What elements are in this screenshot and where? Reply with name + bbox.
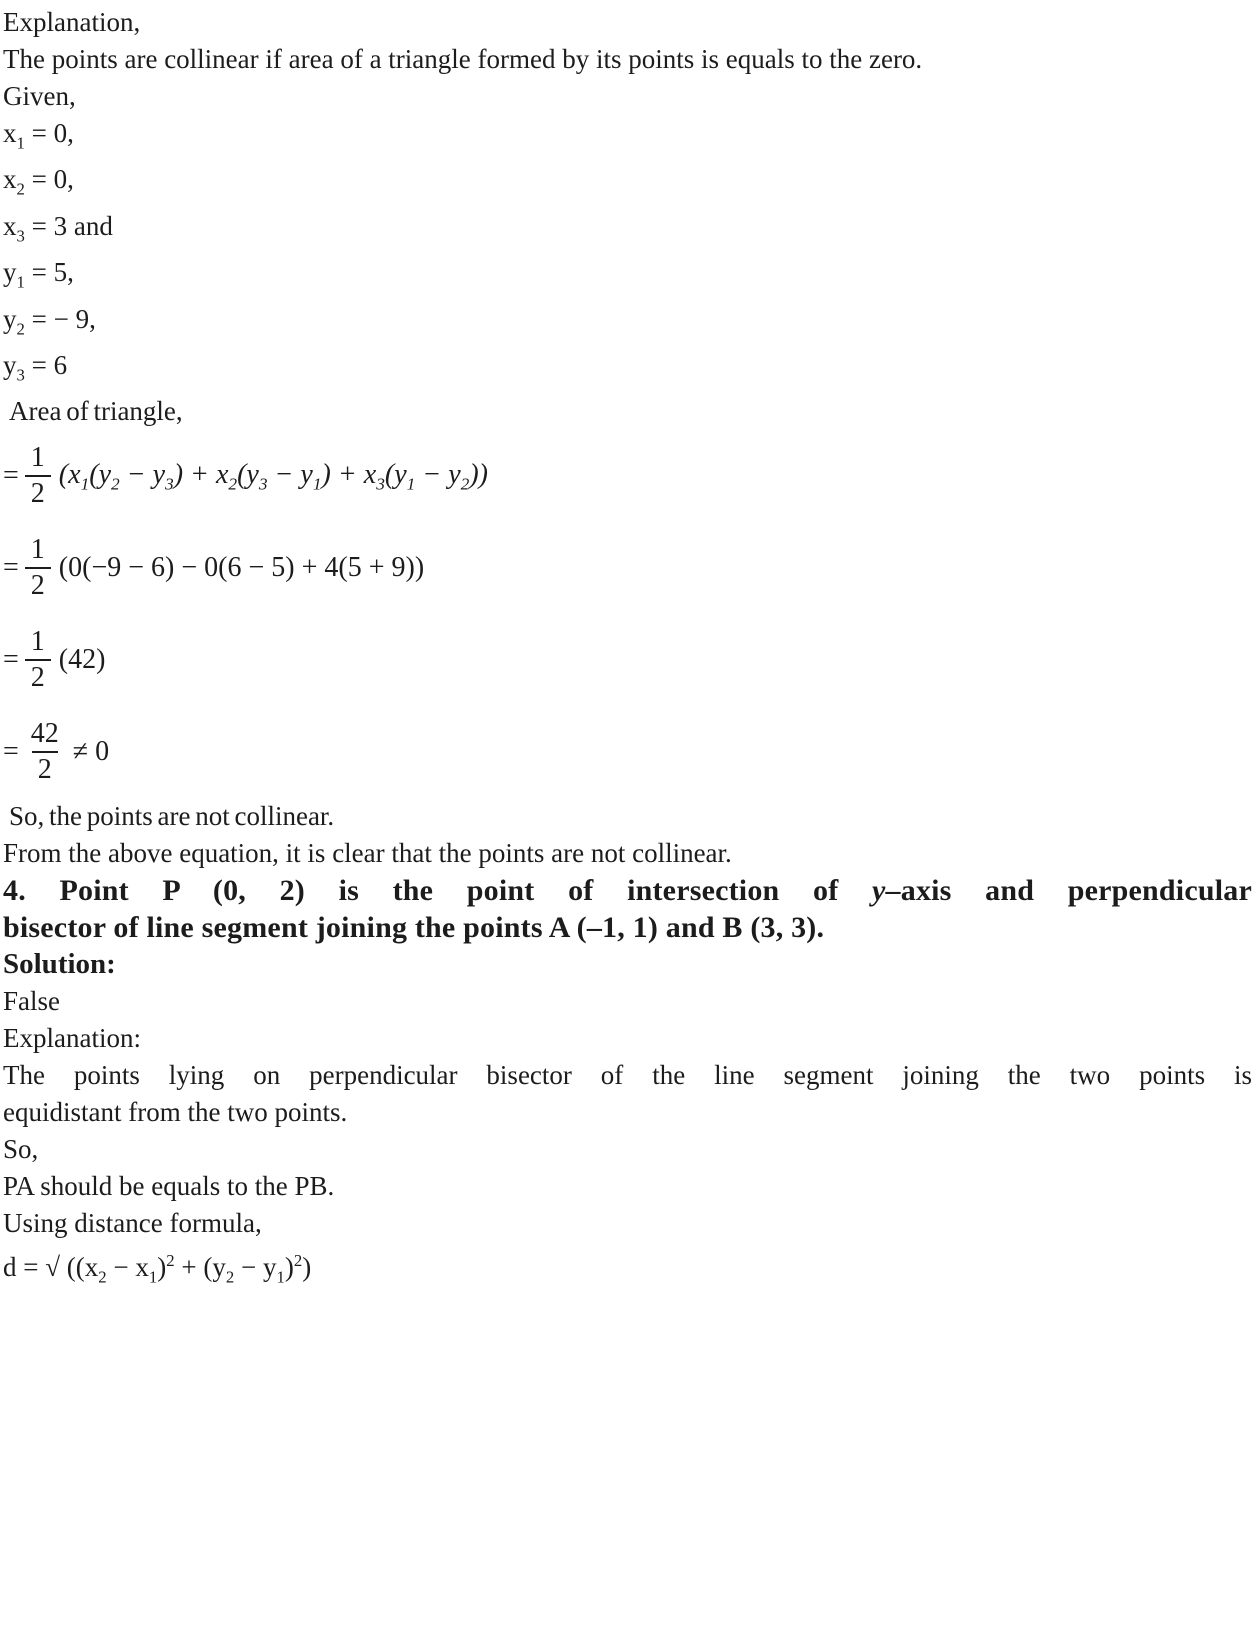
equation-expression: (0(−9 − 6) − 0(6 − 5) + 4(5 + 9)) — [58, 552, 425, 584]
given-x1: $x_1 = 0$, — [3, 118, 74, 153]
explanation2-line1: The points lying on perpendicular bisector of the line segment joining the two points is — [3, 1060, 1252, 1091]
conclusion-text: So, the points are not collinear. — [9, 801, 335, 832]
equals-sign: = — [3, 736, 19, 768]
equation-area-formula — [3, 430, 1252, 522]
pa-pb-text: PA should be equals to the PB. — [3, 1171, 335, 1202]
fraction — [25, 626, 51, 694]
answer-text: False — [3, 986, 60, 1017]
question-heading-line2: bisector of line segment joining the points A (–1, 1) and B (3, 3). — [3, 911, 825, 945]
fraction — [25, 534, 51, 602]
explanation-text: The points are collinear if area of a triangle formed by its points is equals to the zero. — [3, 44, 923, 74]
explanation-label: Explanation, — [3, 7, 141, 37]
explanation2-line2: equidistant from the two points. — [3, 1097, 348, 1128]
solution-label: Solution: — [3, 948, 116, 981]
fraction-numerator: 1 — [30, 626, 45, 658]
fraction — [25, 442, 51, 510]
so-label: So, — [3, 1134, 39, 1165]
fraction-numerator: 1 — [30, 534, 45, 566]
fraction-denominator: 2 — [25, 659, 51, 694]
given-x3: $x_3 = 3$ and — [3, 210, 113, 246]
distance-formula-label: Using distance formula, — [3, 1208, 262, 1239]
fraction-numerator: 42 — [30, 718, 59, 750]
fraction-numerator: 1 — [30, 442, 45, 474]
equation-simplified — [3, 614, 1252, 706]
question-heading-line1: 4. Point P (0, 2) is the point of intersection of y–axis and perpendicular — [3, 874, 1252, 908]
given-y1: $y_1 = 5$, — [3, 257, 74, 292]
area-of-triangle-label: Area of triangle, — [9, 396, 183, 427]
fraction-denominator: 2 — [25, 567, 51, 602]
given-y3: $y_3 = 6$ — [3, 349, 68, 385]
equals-sign: = — [3, 552, 19, 584]
equation-result — [3, 706, 1252, 798]
equals-sign: = — [3, 644, 19, 676]
question-4-heading — [3, 872, 1252, 946]
equation-expression: ≠ 0 — [72, 736, 110, 768]
given-x2: $x_2 = 0$, — [3, 164, 74, 199]
fraction-denominator: 2 — [32, 751, 58, 786]
fraction — [25, 718, 65, 786]
explanation2-label: Explanation: — [3, 1023, 141, 1054]
given-label: Given, — [3, 81, 76, 111]
equation-substituted — [3, 522, 1252, 614]
remark-text: From the above equation, it is clear that the points are not collinear. — [3, 838, 732, 869]
equals-sign: = — [3, 460, 19, 492]
fraction-denominator: 2 — [25, 475, 51, 510]
equation-expression: (42) — [58, 644, 106, 676]
given-y2: $y_2$ = − 9, — [3, 303, 96, 338]
equation-block — [3, 430, 1252, 798]
equation-expression: $(x_1(y_2 - y_3) + x_2(y_3 - y_1) + x_3(y_1 - y_2))$ — [58, 458, 488, 494]
distance-formula: d = √ $((x_2 - x_1)^2 + (y_2 - y_1)^2)$ — [3, 1251, 312, 1287]
